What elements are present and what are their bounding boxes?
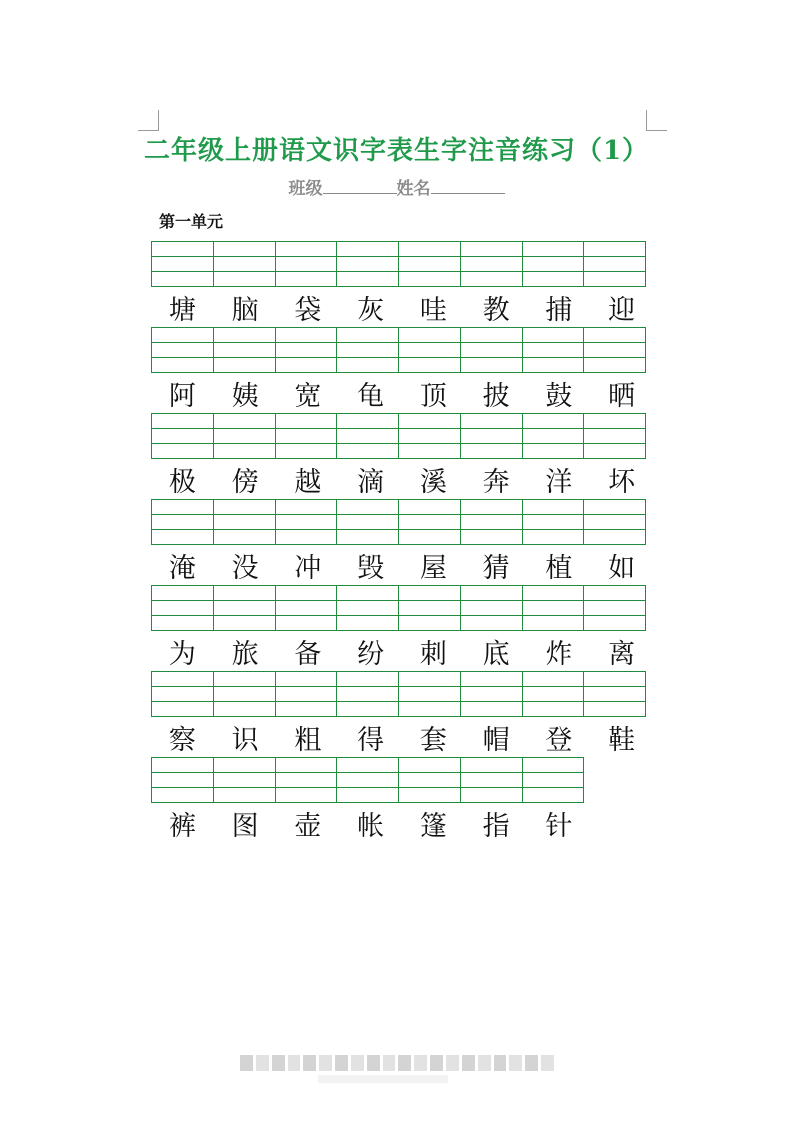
hanzi-character: 捕 <box>545 294 573 326</box>
character-line <box>151 545 653 585</box>
pinyin-writing-grid <box>151 671 653 717</box>
pinyin-box[interactable] <box>336 499 399 545</box>
hanzi-character: 帽 <box>482 724 510 756</box>
character-line <box>151 803 653 843</box>
pinyin-box[interactable] <box>398 757 461 803</box>
hanzi-character: 脑 <box>231 294 259 326</box>
character-line <box>151 717 653 757</box>
practice-row <box>151 671 653 757</box>
hanzi-character: 没 <box>231 552 259 584</box>
hanzi-character: 迎 <box>608 294 636 326</box>
pinyin-box[interactable] <box>213 499 276 545</box>
hanzi-character: 旅 <box>231 638 259 670</box>
pinyin-writing-grid <box>151 585 653 631</box>
practice-row <box>151 413 653 499</box>
pinyin-box[interactable] <box>460 671 523 717</box>
hanzi-character: 晒 <box>608 380 636 412</box>
hanzi-character: 炸 <box>545 638 573 670</box>
pinyin-box[interactable] <box>213 327 276 373</box>
hanzi-character: 毁 <box>357 552 385 584</box>
pinyin-box[interactable] <box>275 585 338 631</box>
pinyin-box[interactable] <box>151 413 214 459</box>
pinyin-box[interactable] <box>213 757 276 803</box>
hanzi-character: 傍 <box>231 466 259 498</box>
pinyin-box[interactable] <box>213 413 276 459</box>
hanzi-character: 帐 <box>357 810 385 842</box>
pinyin-box[interactable] <box>460 327 523 373</box>
hanzi-character: 壶 <box>294 810 322 842</box>
character-line <box>151 631 653 671</box>
hanzi-character: 裤 <box>168 810 196 842</box>
hanzi-character: 底 <box>482 638 510 670</box>
hanzi-character: 刺 <box>419 638 447 670</box>
pinyin-box[interactable] <box>522 241 585 287</box>
pinyin-box[interactable] <box>522 499 585 545</box>
hanzi-character: 图 <box>231 810 259 842</box>
practice-row <box>151 757 653 843</box>
pinyin-box[interactable] <box>398 327 461 373</box>
pinyin-box[interactable] <box>275 757 338 803</box>
hanzi-character: 指 <box>482 810 510 842</box>
pinyin-box[interactable] <box>151 757 214 803</box>
pinyin-box[interactable] <box>522 327 585 373</box>
hanzi-character: 得 <box>357 724 385 756</box>
class-label: 班级 <box>288 179 323 199</box>
hanzi-character: 哇 <box>419 294 447 326</box>
hanzi-character: 针 <box>545 810 573 842</box>
pinyin-box[interactable] <box>583 671 646 717</box>
pinyin-box[interactable] <box>522 413 585 459</box>
pinyin-writing-grid <box>151 327 653 373</box>
hanzi-character: 为 <box>168 638 196 670</box>
hanzi-character: 冲 <box>294 552 322 584</box>
pinyin-writing-grid <box>151 413 653 459</box>
hanzi-character: 坏 <box>608 466 636 498</box>
name-blank[interactable] <box>431 175 505 194</box>
hanzi-character: 识 <box>231 724 259 756</box>
pinyin-box[interactable] <box>460 585 523 631</box>
pinyin-box[interactable] <box>583 241 646 287</box>
pinyin-writing-grid <box>151 499 653 545</box>
pinyin-box[interactable] <box>460 499 523 545</box>
class-blank[interactable] <box>323 175 397 194</box>
hanzi-character: 猜 <box>482 552 510 584</box>
hanzi-character: 淹 <box>168 552 196 584</box>
practice-row <box>151 327 653 413</box>
pinyin-box[interactable] <box>583 499 646 545</box>
pinyin-box[interactable] <box>460 757 523 803</box>
character-line <box>151 287 653 327</box>
pinyin-box[interactable] <box>398 585 461 631</box>
hanzi-character: 龟 <box>357 380 385 412</box>
pinyin-box[interactable] <box>336 413 399 459</box>
pinyin-box[interactable] <box>213 241 276 287</box>
hanzi-character: 纷 <box>357 638 385 670</box>
hanzi-character: 鞋 <box>608 724 636 756</box>
practice-row <box>151 585 653 671</box>
pinyin-writing-grid <box>151 757 653 803</box>
hanzi-character: 宽 <box>294 380 322 412</box>
blurred-footer-text <box>240 1055 554 1071</box>
hanzi-character: 登 <box>545 724 573 756</box>
practice-row <box>151 241 653 327</box>
hanzi-character: 越 <box>294 466 322 498</box>
pinyin-box[interactable] <box>460 241 523 287</box>
pinyin-box[interactable] <box>398 671 461 717</box>
pinyin-box[interactable] <box>336 757 399 803</box>
pinyin-box[interactable] <box>275 241 338 287</box>
pinyin-box[interactable] <box>275 499 338 545</box>
pinyin-box[interactable] <box>213 671 276 717</box>
hanzi-character: 篷 <box>419 810 447 842</box>
hanzi-character: 察 <box>168 724 196 756</box>
pinyin-box[interactable] <box>398 413 461 459</box>
pinyin-box[interactable] <box>522 585 585 631</box>
pinyin-box[interactable] <box>336 327 399 373</box>
hanzi-character: 阿 <box>168 380 196 412</box>
hanzi-character: 滴 <box>357 466 385 498</box>
hanzi-character: 塘 <box>168 294 196 326</box>
pinyin-practice-rows <box>151 241 653 843</box>
pinyin-box[interactable] <box>336 671 399 717</box>
worksheet-title: 二年级上册语文识字表生字注音练习（1） <box>143 136 650 166</box>
hanzi-character: 离 <box>608 638 636 670</box>
pinyin-box[interactable] <box>583 413 646 459</box>
pinyin-box[interactable] <box>336 241 399 287</box>
name-label: 姓名 <box>396 179 431 199</box>
hanzi-character: 屋 <box>419 552 447 584</box>
pinyin-box[interactable] <box>583 327 646 373</box>
student-info-line <box>0 175 793 201</box>
hanzi-character: 极 <box>168 466 196 498</box>
hanzi-character: 鼓 <box>545 380 573 412</box>
pinyin-box[interactable] <box>398 499 461 545</box>
hanzi-character: 披 <box>482 380 510 412</box>
pinyin-box[interactable] <box>522 671 585 717</box>
hanzi-character: 姨 <box>231 380 259 412</box>
pinyin-box[interactable] <box>275 671 338 717</box>
pinyin-box[interactable] <box>336 585 399 631</box>
pinyin-box[interactable] <box>583 585 646 631</box>
pinyin-box[interactable] <box>151 585 214 631</box>
character-line <box>151 373 653 413</box>
blurred-footer-subtext <box>318 1075 448 1083</box>
page-corner-mark-top-left <box>138 110 159 131</box>
pinyin-box[interactable] <box>151 327 214 373</box>
character-line <box>151 459 653 499</box>
pinyin-box[interactable] <box>460 413 523 459</box>
hanzi-character: 洋 <box>545 466 573 498</box>
pinyin-box[interactable] <box>151 241 214 287</box>
practice-row <box>151 499 653 585</box>
pinyin-writing-grid <box>151 241 653 287</box>
pinyin-box[interactable] <box>213 585 276 631</box>
hanzi-character: 粗 <box>294 724 322 756</box>
pinyin-box[interactable] <box>275 413 338 459</box>
pinyin-box[interactable] <box>275 327 338 373</box>
hanzi-character: 袋 <box>294 294 322 326</box>
hanzi-character: 奔 <box>482 466 510 498</box>
hanzi-character: 备 <box>294 638 322 670</box>
page-corner-mark-top-right <box>646 110 667 131</box>
hanzi-character: 顶 <box>419 380 447 412</box>
hanzi-character: 溪 <box>419 466 447 498</box>
hanzi-character: 教 <box>482 294 510 326</box>
pinyin-box[interactable] <box>522 757 585 803</box>
hanzi-character: 植 <box>545 552 573 584</box>
unit-heading: 第一单元 <box>159 212 224 231</box>
hanzi-character: 灰 <box>357 294 385 326</box>
pinyin-box[interactable] <box>151 499 214 545</box>
hanzi-character: 如 <box>608 552 636 584</box>
pinyin-box[interactable] <box>151 671 214 717</box>
hanzi-character: 套 <box>419 724 447 756</box>
pinyin-box[interactable] <box>398 241 461 287</box>
